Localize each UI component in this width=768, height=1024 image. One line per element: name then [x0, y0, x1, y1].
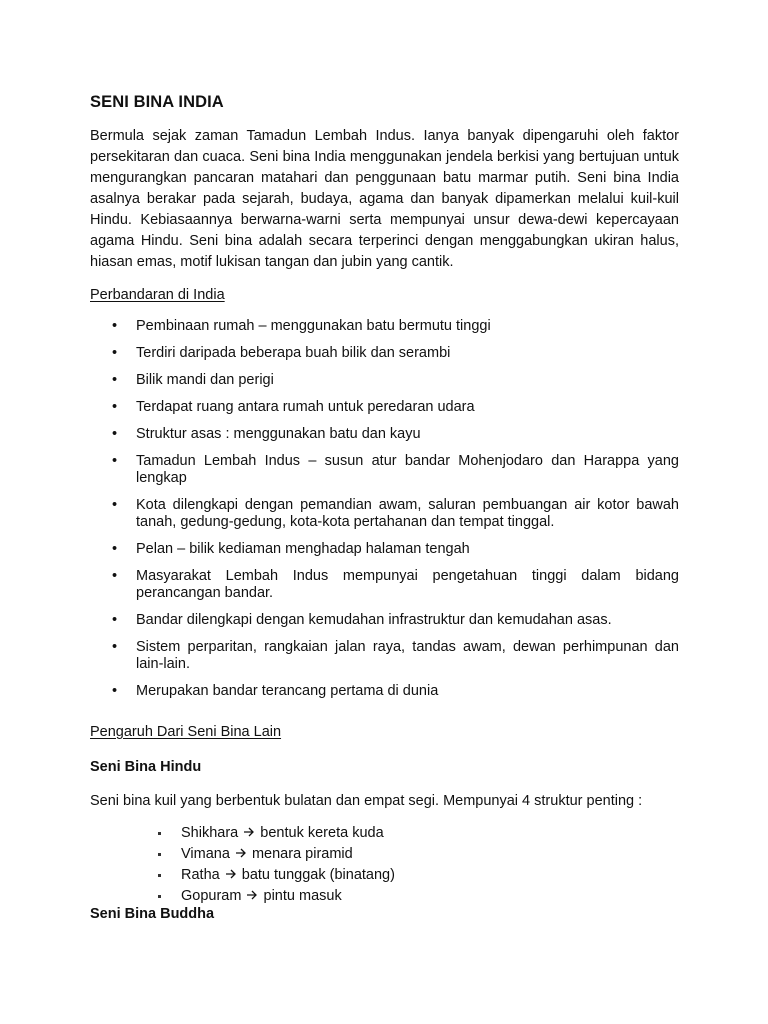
right-arrow-icon — [235, 847, 247, 859]
bullet-icon: • — [112, 568, 118, 584]
bullet-icon: • — [112, 612, 118, 628]
right-arrow-icon — [246, 889, 258, 901]
bullet-icon: • — [112, 345, 118, 361]
right-arrow-icon — [225, 868, 237, 880]
perbandaran-list — [90, 318, 679, 710]
list-item: • Bandar dilengkapi dengan kemudahan infrastruktur dan kemudahan asas. — [112, 612, 612, 628]
bullet-icon: • — [112, 426, 118, 442]
intro-paragraph: Bermula sejak zaman Tamadun Lembah Indus. Ianya banyak dipengaruhi oleh faktor persekitaran dan cuaca. Seni bina India menggunakan jendela berkisi yang bertujuan untuk mengurangkan pancaran matahari dan penggunaan batu marmar putih. Seni bina India asalnya berakar pada sejarah, budaya, agama dan banyak dipamerkan melalui kuil-kuil Hindu. Kebiasaannya berwarna-warni serta mempunyai unsur dewa-dewi kepercayaan agama Hindu. Seni bina adalah secara terperinci dengan menggabungkan ukiran halus, hiasan emas, motif lukisan tangan dan jubin yang cantik. — [90, 128, 679, 270]
bullet-icon: • — [112, 453, 118, 469]
list-item: • Masyarakat Lembah Indus mempunyai pengetahuan tinggi dalam bidang perancangan bandar. — [112, 568, 679, 601]
right-arrow-icon — [243, 826, 255, 838]
bullet-icon: • — [112, 541, 118, 557]
structure-item: Shikhara bentuk kereta kuda — [90, 823, 395, 844]
bullet-icon: • — [112, 639, 118, 655]
bullet-icon: • — [112, 497, 118, 513]
structure-item: Ratha batu tunggak (binatang) — [90, 865, 395, 886]
list-item: • Pembinaan rumah – menggunakan batu bermutu tinggi — [112, 318, 491, 334]
hindu-intro-paragraph: Seni bina kuil yang berbentuk bulatan dan empat segi. Mempunyai 4 struktur penting : — [90, 793, 643, 809]
square-bullet-icon — [158, 874, 161, 877]
list-item: • Terdiri daripada beberapa buah bilik dan serambi — [112, 345, 451, 361]
bullet-icon: • — [112, 399, 118, 415]
bullet-icon: • — [112, 372, 118, 388]
list-item: • Tamadun Lembah Indus – susun atur bandar Mohenjodaro dan Harappa yang lengkap — [112, 453, 679, 486]
list-item: • Bilik mandi dan perigi — [112, 372, 274, 388]
list-item: • Terdapat ruang antara rumah untuk peredaran udara — [112, 399, 475, 415]
bullet-icon: • — [112, 683, 118, 699]
list-item: • Kota dilengkapi dengan pemandian awam, saluran pembuangan air kotor bawah tanah, gedung-gedung, kota-kota pertahanan dan tempat tinggal. — [112, 497, 679, 530]
list-item: • Merupakan bandar terancang pertama di dunia — [112, 683, 439, 699]
structure-item: Vimana menara piramid — [90, 844, 395, 865]
section-heading-perbandaran: Perbandaran di India — [90, 287, 225, 303]
structure-list — [90, 823, 395, 907]
page-title: SENI BINA INDIA — [90, 93, 224, 111]
list-item: • Sistem perparitan, rangkaian jalan raya, tandas awam, dewan perhimpunan dan lain-lain. — [112, 639, 679, 672]
bullet-icon: • — [112, 318, 118, 334]
subheading-seni-bina-hindu: Seni Bina Hindu — [90, 759, 202, 775]
section-heading-pengaruh: Pengaruh Dari Seni Bina Lain — [90, 724, 282, 740]
structure-item: Gopuram pintu masuk — [90, 886, 395, 907]
square-bullet-icon — [158, 853, 161, 856]
square-bullet-icon — [158, 895, 161, 898]
list-item: • Struktur asas : menggunakan batu dan kayu — [112, 426, 421, 442]
list-item: • Pelan – bilik kediaman menghadap halaman tengah — [112, 541, 470, 557]
square-bullet-icon — [158, 832, 161, 835]
subheading-seni-bina-buddha: Seni Bina Buddha — [90, 906, 215, 922]
